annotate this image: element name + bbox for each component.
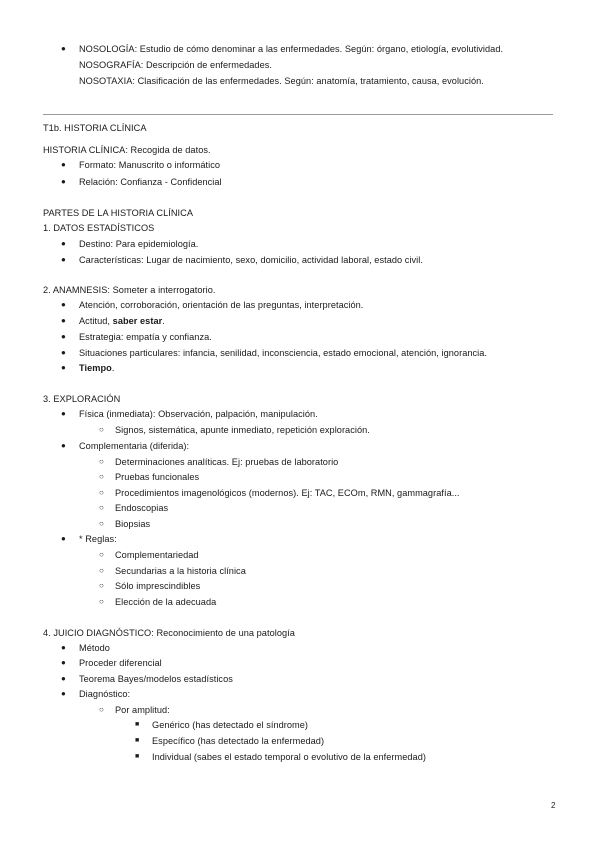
- section-title: T1b. HISTORIA CLÍNICA: [43, 123, 147, 133]
- reglas-item-0: ○ Complementariedad: [115, 549, 199, 561]
- page-number: 2: [551, 801, 556, 810]
- nosografia-item: [79, 59, 272, 71]
- comp-item-1: ○ Pruebas funcionales: [115, 471, 199, 483]
- reglas-item: ● * Reglas:: [79, 533, 117, 545]
- comp-item-0: ○ Determinaciones analíticas. Ej: pruebas de laboratorio: [115, 456, 338, 468]
- amplitud-item-1: ■ Específico (has detectado la enfermedad): [152, 735, 324, 747]
- atencion-item: ● Atención, corroboración, orientación de las preguntas, interpretación.: [79, 299, 363, 311]
- comp-item-3: ○ Endoscopias: [115, 502, 168, 514]
- relacion-item: ● Relación: Confianza - Confidencial: [79, 176, 222, 188]
- nosologia-item: [79, 43, 503, 55]
- amplitud-item: ○ Por amplitud:: [115, 704, 170, 716]
- juicio-text: Reconocimiento de una patología: [153, 628, 295, 638]
- historia-clinica-definition: [43, 144, 211, 156]
- tiempo-end: .: [111, 363, 115, 373]
- juicio-item-0: ● Método: [79, 642, 110, 654]
- tiempo-item: [79, 362, 114, 374]
- nosologia-text: Estudio de cómo denominar a las enfermedades. Según: órgano, etiología, evolutividad.: [137, 44, 504, 54]
- nosotaxia-label: NOSOTAXIA:: [79, 76, 135, 86]
- actitud-end: .: [162, 316, 165, 326]
- anamnesis-heading: [43, 284, 216, 296]
- comp-item-2: ○ Procedimientos imagenológicos (modernos). Ej: TAC, ECOm, RMN, gammagrafía...: [115, 487, 460, 499]
- situaciones-item: ● Situaciones particulares: infancia, senilidad, inconsciencia, estado emocional, atención, ignorancia.: [79, 347, 487, 359]
- anamnesis-text: Someter a interrogatorio.: [110, 285, 216, 295]
- fisica-item: ● Física (inmediata): Observación, palpación, manipulación.: [79, 408, 318, 420]
- nosografia-label: NOSOGRAFÍA:: [79, 60, 144, 70]
- reglas-item-2: ○ Sólo imprescindibles: [115, 580, 200, 592]
- section-divider: [43, 114, 553, 115]
- partes-heading: PARTES DE LA HISTORIA CLÍNICA: [43, 208, 194, 218]
- comp-item-4: ○ Biopsias: [115, 518, 150, 530]
- complementaria-item: ● Complementaria (diferida):: [79, 440, 189, 452]
- exploracion-heading: 3. EXPLORACIÓN: [43, 394, 121, 404]
- estrategia-item: ● Estrategia: empatía y confianza.: [79, 331, 212, 343]
- actitud-item: [79, 315, 165, 327]
- nosografia-text: Descripción de enfermedades.: [143, 60, 272, 70]
- hc-label: HISTORIA CLÍNICA:: [43, 145, 128, 155]
- anamnesis-label: 2. ANAMNESIS:: [43, 285, 111, 295]
- juicio-heading: [43, 627, 295, 639]
- destino-item: ● Destino: Para epidemiología.: [79, 238, 198, 250]
- amplitud-item-2: ■ Individual (sabes el estado temporal o evolutivo de la enfermedad): [152, 751, 426, 763]
- juicio-item-1: ● Proceder diferencial: [79, 657, 162, 669]
- actitud-text: Actitud,: [79, 316, 113, 326]
- datos-heading: 1. DATOS ESTADÍSTICOS: [43, 223, 155, 233]
- nosotaxia-text: Clasificación de las enfermedades. Según: anatomía, tratamiento, causa, evolución.: [134, 76, 484, 86]
- reglas-item-3: ○ Elección de la adecuada: [115, 596, 216, 608]
- nosologia-label: NOSOLOGÍA:: [79, 44, 138, 54]
- tiempo-text: Tiempo: [79, 363, 112, 373]
- juicio-item-3: ● Diagnóstico:: [79, 688, 130, 700]
- nosotaxia-item: [79, 75, 484, 87]
- reglas-item-1: ○ Secundarias a la historia clínica: [115, 565, 246, 577]
- saber-estar-text: saber estar: [112, 316, 163, 326]
- juicio-label: 4. JUICIO DIAGNÓSTICO:: [43, 628, 154, 638]
- caracteristicas-item: ● Características: Lugar de nacimiento, sexo, domicilio, actividad laboral, estado civil.: [79, 254, 423, 266]
- hc-text: Recogida de datos.: [127, 145, 211, 155]
- amplitud-item-0: ■ Genérico (has detectado el síndrome): [152, 719, 308, 731]
- juicio-item-2: ● Teorema Bayes/modelos estadísticos: [79, 673, 233, 685]
- signos-item: ○ Signos, sistemática, apunte inmediato, repetición exploración.: [115, 424, 370, 436]
- formato-item: ● Formato: Manuscrito o informático: [79, 159, 220, 171]
